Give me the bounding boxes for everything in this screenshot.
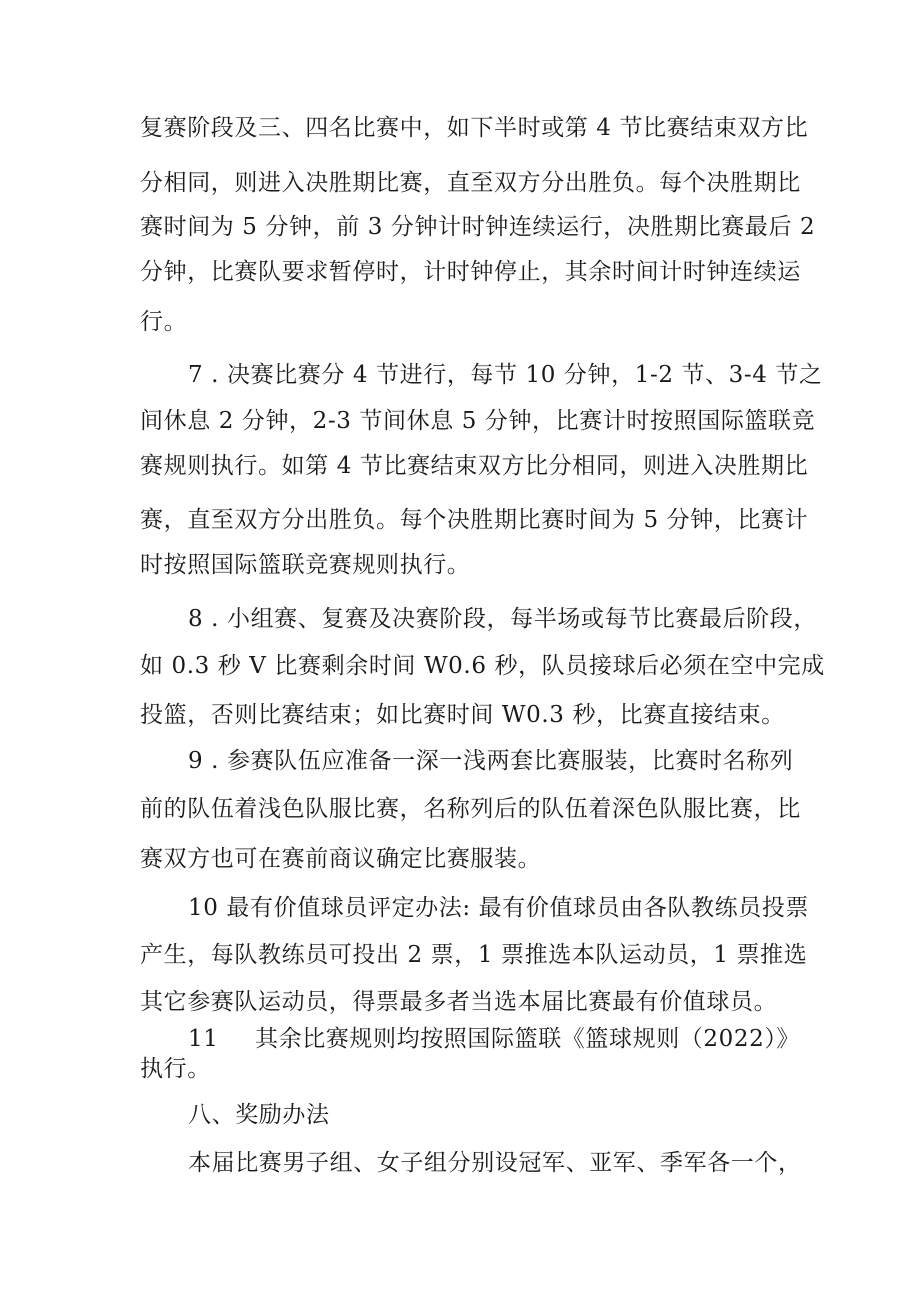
item-7-line: 7 . 决赛比赛分 4 节进行，每节 10 分钟，1-2 节、3-4 节之: [188, 362, 823, 388]
item-9-line: 9 . 参赛队伍应准备一深一浅两套比赛服装，比赛时名称列: [188, 748, 794, 774]
item-8-line: 8 . 小组赛、复赛及决赛阶段，每半场或每节比赛最后阶段，: [188, 606, 817, 632]
item-8-line: 投篮，否则比赛结束；如比赛时间 W0.3 秒，比赛直接结束。: [140, 702, 785, 728]
item-10-line: 10 最有价值球员评定办法: 最有价值球员由各队教练员投票: [188, 895, 810, 921]
section-heading: 八、奖励办法: [188, 1102, 330, 1128]
section-8-line: 本届比赛男子组、女子组分别设冠军、亚军、季军各一个，: [188, 1150, 802, 1176]
item-11-continuation: 执行。: [140, 1056, 211, 1082]
item-7-line: 时按照国际篮联竞赛规则执行。: [140, 552, 471, 578]
item-9-line: 前的队伍着浅色队服比赛，名称列后的队伍着深色队服比赛，比: [140, 796, 801, 822]
item-9-line: 赛双方也可在赛前商议确定比赛服装。: [140, 846, 542, 872]
item-7-line: 赛规则执行。如第 4 节比赛结束双方比分相同，则进入决胜期比: [140, 453, 809, 479]
text-line: 分钟，比赛队要求暂停时，计时钟停止，其余时间计时钟连续运: [140, 259, 801, 285]
text-line: 分相同，则进入决胜期比赛，直至双方分出胜负。每个决胜期比: [140, 170, 801, 196]
item-10-line: 其它参赛队运动员，得票最多者当选本届比赛最有价值球员。: [140, 989, 778, 1015]
text-line: 复赛阶段及三、四名比赛中，如下半时或第 4 节比赛结束双方比: [140, 115, 809, 141]
item-11-number: 11: [188, 1026, 219, 1052]
item-7-line: 赛，直至双方分出胜负。每个决胜期比赛时间为 5 分钟，比赛计: [140, 507, 809, 533]
item-10-line: 产生，每队教练员可投出 2 票，1 票推选本队运动员，1 票推选: [140, 942, 808, 968]
item-7-line: 间休息 2 分钟，2-3 节间休息 5 分钟，比赛计时按照国际篮联竞: [140, 408, 816, 434]
item-11-text: 其余比赛规则均按照国际篮联《篮球规则（2022）》: [255, 1026, 801, 1052]
text-line: 行。: [140, 309, 188, 335]
text-line: 赛时间为 5 分钟，前 3 分钟计时钟连续运行，决胜期比赛最后 2: [140, 214, 816, 240]
item-8-line: 如 0.3 秒 V 比赛剩余时间 W0.6 秒，队员接球后必须在空中完成: [140, 653, 825, 679]
